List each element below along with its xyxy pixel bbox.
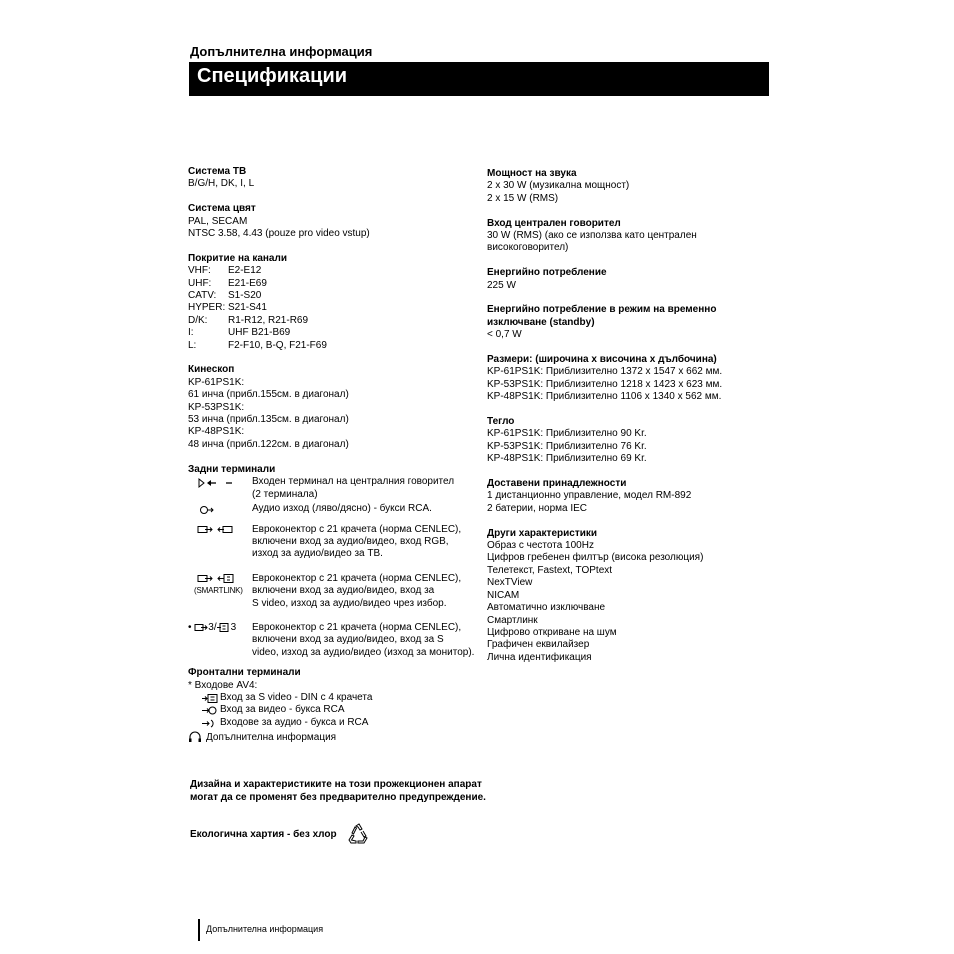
feature-item: Автоматично изключване <box>487 602 606 614</box>
accessories-line: 1 дистанционно управление, модел RM-892 <box>487 490 692 502</box>
channel-row <box>188 265 478 277</box>
center-heading: Вход централен говорител <box>487 217 621 229</box>
feature-item: Телетекст, Fastext, TOPtext <box>487 564 613 576</box>
accessories-line: 2 батерии, норма IEC <box>487 502 588 514</box>
accessories <box>487 478 777 515</box>
dims-line: KP-61PS1K: Приблизително 1372 x 1547 x 662 мм. <box>487 366 723 378</box>
rear-terminal-scart2 <box>188 573 478 610</box>
sound-line: 2 x 15 W (RMS) <box>487 192 559 204</box>
color-system <box>188 203 478 240</box>
color-system-line: NTSC 3.58, 4.43 (pouze pro video vstup) <box>188 228 370 240</box>
channel-band: I: <box>188 327 194 339</box>
channel-band: D/K: <box>188 314 208 326</box>
channel-row <box>188 315 478 327</box>
rear-heading: Задни терминали <box>188 463 276 475</box>
rear-terminal-text: Евроконектор с 21 крачета (норма CENLEC), <box>252 572 462 584</box>
channel-band: L: <box>188 339 197 351</box>
sound-line: 2 x 30 W (музикална мощност) <box>487 180 630 192</box>
power-heading: Енергийно потребление <box>487 267 607 279</box>
design-notice-line: Дизайна и характеристиките на този прожекционен апарат <box>190 779 482 790</box>
rear-terminal-text: S video, изход за аудио/видео чрез избор. <box>252 597 447 609</box>
tube-line: 53 инча (прибл.135см. в диагонал) <box>188 414 349 426</box>
weight <box>487 416 777 466</box>
feature-item: NexTView <box>487 577 533 589</box>
feature-item: Цифрово откриване на шум <box>487 626 617 638</box>
tube-line: KP-61PS1K: <box>188 376 245 388</box>
front-terminal-text: Вход за видео - букса RCA <box>220 704 345 716</box>
tv-system-value: B/G/H, DK, I, L <box>188 178 255 190</box>
channel-coverage <box>188 253 478 352</box>
dims-heading: Размери: (широчина x височина x дълбочина) <box>487 354 717 366</box>
power-consumption <box>487 267 777 292</box>
channel-row <box>188 302 478 314</box>
channel-range: E21-E69 <box>228 277 267 289</box>
scart3-label2: 3 <box>230 621 237 633</box>
power-line: 225 W <box>487 279 516 291</box>
tv-system <box>188 166 478 191</box>
color-system-line: PAL, SECAM <box>188 215 248 227</box>
center-line: 30 W (RMS) (ако се използва като централен <box>487 230 697 242</box>
rear-terminal-text: Аудио изход (ляво/дясно) - букси RCA. <box>252 502 432 514</box>
footer-label: Допълнителна информация <box>206 924 324 934</box>
channel-row <box>188 340 478 352</box>
front-sub: * Входове AV4: <box>188 679 258 691</box>
channel-band: VHF: <box>188 265 211 277</box>
channel-row <box>188 278 478 290</box>
left-column <box>188 166 478 729</box>
standby-line: < 0,7 W <box>487 329 522 341</box>
weight-line: KP-48PS1K: Приблизително 69 Kr. <box>487 453 647 465</box>
channel-range: F2-F10, B-Q, F21-F69 <box>228 339 327 351</box>
rear-terminal-scart3 <box>188 622 478 659</box>
channel-range: R1-R12, R21-R69 <box>228 314 309 326</box>
scart-icon <box>188 524 252 561</box>
rear-terminal-text: изход за аудио/видео за ТВ. <box>252 548 383 560</box>
right-column <box>487 168 777 677</box>
front-video <box>188 704 478 716</box>
standby-consumption <box>487 304 777 341</box>
eco-paper-note: Екологична хартия - без хлор <box>190 829 337 840</box>
dimensions <box>487 354 777 404</box>
design-notice <box>190 779 486 804</box>
front-svideo <box>188 692 478 704</box>
video-in-icon <box>202 705 218 716</box>
smartlink-caption: (SMARTLINK) <box>194 586 243 596</box>
channel-row <box>188 327 478 339</box>
channel-band: CATV: <box>188 290 217 302</box>
sound-output <box>487 168 777 205</box>
front-terminal-text: Вход за S video - DIN с 4 крачета <box>220 692 373 703</box>
tube-line: KP-53PS1K: <box>188 401 245 413</box>
front-terminals <box>188 667 478 729</box>
weight-line: KP-53PS1K: Приблизително 76 Kr. <box>487 440 647 452</box>
audio-in-icon <box>202 718 218 729</box>
weight-line: KP-61PS1K: Приблизително 90 Kr. <box>487 428 647 440</box>
tv-system-heading: Система ТВ <box>188 166 247 177</box>
sound-heading: Мощност на звука <box>487 168 577 179</box>
bullet-icon: • <box>188 621 195 633</box>
rear-terminal-text: Входен терминал на централния говорител <box>252 476 455 488</box>
other-features <box>487 528 777 664</box>
center-line: високоговорител) <box>487 242 569 254</box>
scart-svideo-icon <box>188 573 252 610</box>
rear-terminal-text: Евроконектор с 21 крачета (норма CENLEC), <box>252 621 462 633</box>
tube-line: 48 инча (прибл.122см. в диагонал) <box>188 438 349 450</box>
center-speaker-icon <box>188 476 252 501</box>
channel-range: E2-E12 <box>228 265 262 277</box>
tube-line: 61 инча (прибл.155см. в диагонал) <box>188 389 349 401</box>
dims-line: KP-53PS1K: Приблизително 1218 x 1423 x 623 мм. <box>487 378 723 390</box>
rear-terminal-text: video, изход за аудио/видео (изход за монитор). <box>252 646 475 658</box>
channels-heading: Покритие на канали <box>188 252 287 264</box>
channel-band: UHF: <box>188 277 212 289</box>
headphones-row <box>188 731 336 743</box>
scart3-icon <box>188 622 252 659</box>
tube-heading: Кинескоп <box>188 364 235 376</box>
dims-line: KP-48PS1K: Приблизително 1106 x 1340 x 562 мм. <box>487 391 722 403</box>
rear-terminal-text: включени вход за аудио/видео, вход за <box>252 585 435 597</box>
rear-terminal-text: включени вход за аудио/видео, вход RGB, <box>252 535 449 547</box>
accessories-heading: Доставени принадлежности <box>487 478 627 490</box>
footer-rule <box>198 919 200 941</box>
channel-range: S1-S20 <box>228 290 262 302</box>
weight-heading: Тегло <box>487 416 515 428</box>
rear-terminal-text: включени вход за аудио/видео, вход за S <box>252 634 444 646</box>
channel-band: HYPER: <box>188 302 226 314</box>
standby-heading: Енергийно потребление в режим на временно <box>487 304 717 316</box>
feature-item: Смартлинк <box>487 614 538 626</box>
svideo-in-icon <box>202 693 218 704</box>
rear-terminal-audio-out <box>188 503 478 516</box>
title-bar <box>189 62 769 96</box>
front-heading: Фронтални терминали <box>188 667 301 679</box>
other-heading: Други характеристики <box>487 527 598 539</box>
rear-terminals <box>188 464 478 660</box>
channel-range: S21-S41 <box>228 302 267 314</box>
feature-item: NICAM <box>487 589 520 601</box>
page-title: Спецификации <box>197 65 348 87</box>
channel-row <box>188 290 478 302</box>
feature-item: Графичен еквилайзер <box>487 639 590 651</box>
feature-item: Образ с честота 100Hz <box>487 540 594 552</box>
section-label: Допълнителна информация <box>190 44 373 59</box>
headphones-text: Допълнителна информация <box>206 731 337 743</box>
design-notice-line: могат да се променят без предварително предупреждение. <box>190 791 486 803</box>
recycle-icon <box>347 823 371 845</box>
scart3-label: 3/ <box>208 621 217 633</box>
channel-range: UHF B21-B69 <box>228 327 291 339</box>
headphones-icon <box>188 731 202 743</box>
standby-heading: изключване (standby) <box>487 316 595 328</box>
feature-item: Лична идентификация <box>487 651 592 663</box>
audio-out-icon <box>188 503 252 516</box>
feature-item: Цифров гребенен филтър (висока резолюция) <box>487 552 704 564</box>
picture-tube <box>188 364 478 451</box>
rear-terminal-text: Евроконектор с 21 крачета (норма CENLEC), <box>252 523 462 535</box>
front-terminal-text: Входове за аудио - букса и RCA <box>220 716 369 728</box>
color-system-heading: Система цвят <box>188 203 256 215</box>
front-audio <box>188 717 478 729</box>
tube-line: KP-48PS1K: <box>188 426 245 438</box>
rear-terminal-text: (2 терминала) <box>252 488 318 500</box>
rear-terminal-speaker <box>188 476 478 501</box>
rear-terminal-scart1 <box>188 524 478 561</box>
center-speaker-input <box>487 218 777 255</box>
